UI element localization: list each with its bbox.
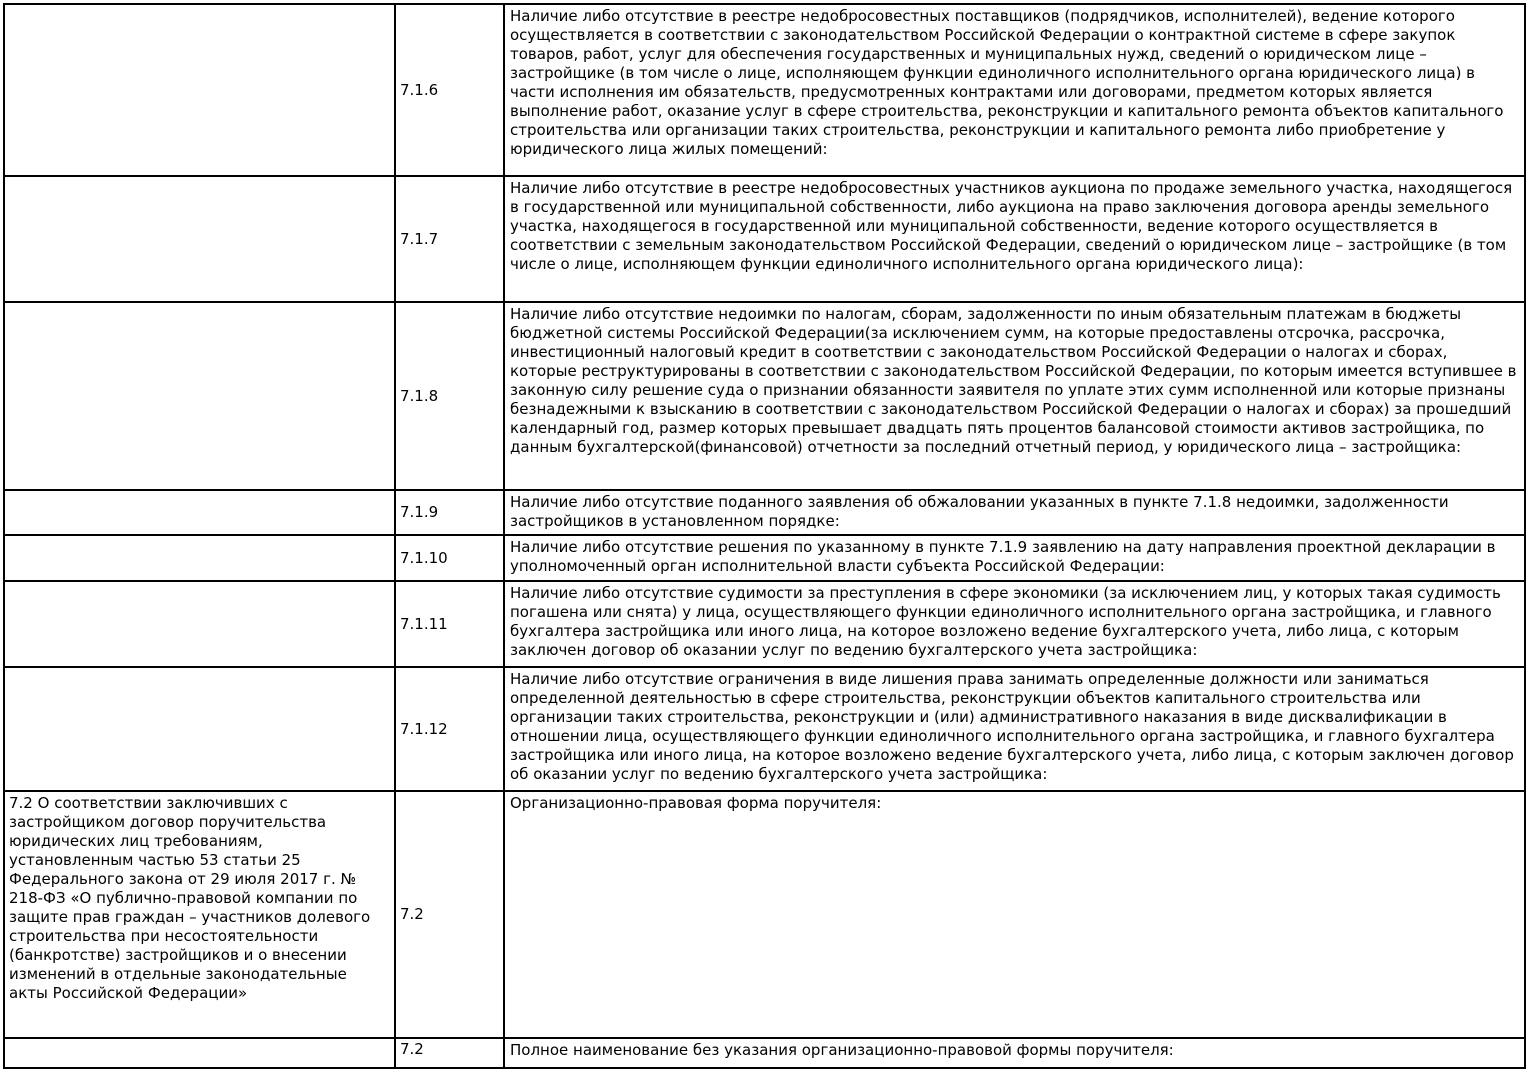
table-row — [4, 581, 1525, 667]
section-cell — [4, 581, 395, 667]
declaration-table — [3, 3, 1526, 1069]
section-cell — [4, 176, 395, 302]
item-number-cell: 7.2 — [395, 1038, 504, 1068]
table-row — [4, 302, 1525, 490]
table-row — [4, 791, 1525, 1038]
section-cell — [4, 535, 395, 581]
table-row — [4, 176, 1525, 302]
item-number-cell: 7.1.9 — [395, 490, 504, 535]
item-text-cell: Наличие либо отсутствие судимости за преступления в сфере экономики (за исключением лиц, у которых такая судимость погашена или снята) у лица, осуществляющего функции единоличного исполнительного органа застройщика, и главного бухгалтера застройщика или иного лица, на которое возложено ведение бухгалтерского учета, либо лица, с которым заключен договор об оказании услуг по ведению бухгалтерского учета застройщика: — [504, 581, 1525, 667]
item-text-cell: Полное наименование без указания организационно-правовой формы поручителя: — [504, 1038, 1525, 1068]
item-text-cell: Наличие либо отсутствие ограничения в виде лишения права занимать определенные должности или заниматься определенной деятельностью в сфере строительства, реконструкции объектов капитального строительства или организации таких строительства, реконструкции и (или) административного наказания в виде дисквалификации в отношении лица, осуществляющего функции единоличного исполнительного органа застройщика, и главного бухгалтера застройщика или иного лица, на которое возложено ведение бухгалтерского учета, либо лица, с которым заключен договор об оказании услуг по ведению бухгалтерского учета застройщика: — [504, 667, 1525, 791]
section-cell — [4, 1038, 395, 1068]
item-text-cell: Организационно-правовая форма поручителя: — [504, 791, 1525, 1038]
section-cell — [4, 302, 395, 490]
item-number-cell: 7.1.10 — [395, 535, 504, 581]
table-row — [4, 1038, 1525, 1068]
table-row — [4, 667, 1525, 791]
item-text-cell: Наличие либо отсутствие недоимки по налогам, сборам, задолженности по иным обязательным платежам в бюджеты бюджетной системы Российской Федерации(за исключением сумм, на которые предоставлены отсрочка, рассрочка, инвестиционный налоговый кредит в соответствии с законодательством Российской Федерации о налогах и сборах, которые реструктурированы в соответствии с законодательством Российской Федерации, по которым имеется вступившее в законную силу решение суда о признании обязанности заявителя по уплате этих сумм исполненной или которые признаны безнадежными к взысканию в соответствии с законодательством Российской Федерации о налогах и сборах) за прошедший календарный год, размер которых превышает двадцать пять процентов балансовой стоимости активов застройщика, по данным бухгалтерской(финансовой) отчетности за последний отчетный период, у юридического лица – застройщика: — [504, 302, 1525, 490]
item-text-cell: Наличие либо отсутствие в реестре недобросовестных участников аукциона по продаже земельного участка, находящегося в государственной или муниципальной собственности, либо аукциона на право заключения договора аренды земельного участка, находящегося в государственной или муниципальной собственности, ведение которого осуществляется в соответствии с земельным законодательством Российской Федерации, сведений о юридическом лице – застройщике (в том числе о лице, исполняющем функции единоличного исполнительного органа юридического лица): — [504, 176, 1525, 302]
item-number-cell: 7.1.12 — [395, 667, 504, 791]
item-number-cell: 7.1.6 — [395, 4, 504, 176]
item-text-cell: Наличие либо отсутствие в реестре недобросовестных поставщиков (подрядчиков, исполнителей), ведение которого осуществляется в соответствии с законодательством Российской Федерации о контрактной системе в сфере закупок товаров, работ, услуг для обеспечения государственных и муниципальных нужд, сведений о юридическом лице – застройщике (в том числе о лице, исполняющем функции единоличного исполнительного органа юридического лица) в части исполнения им обязательств, предусмотренных контрактами или договорами, предметом которых является выполнение работ, оказание услуг в сфере строительства, реконструкции и капитального ремонта объектов капитального строительства или организации таких строительства, реконструкции и капитального ремонта либо приобретение у юридического лица жилых помещений: — [504, 4, 1525, 176]
table-row — [4, 4, 1525, 176]
item-text-cell: Наличие либо отсутствие решения по указанному в пункте 7.1.9 заявлению на дату направления проектной декларации в уполномоченный орган исполнительной власти субъекта Российской Федерации: — [504, 535, 1525, 581]
item-number-cell: 7.1.7 — [395, 176, 504, 302]
table-row — [4, 490, 1525, 535]
item-number-cell: 7.2 — [395, 791, 504, 1038]
section-cell — [4, 490, 395, 535]
item-number-cell: 7.1.11 — [395, 581, 504, 667]
section-cell — [4, 4, 395, 176]
section-cell: 7.2 О соответствии заключивших с застройщиком договор поручительства юридических лиц требованиям, установленным частью 53 статьи 25 Федерального закона от 29 июля 2017 г. № 218-ФЗ «О публично-правовой компании по защите прав граждан – участников долевого строительства при несостоятельности (банкротстве) застройщиков и о внесении изменений в отдельные законодательные акты Российской Федерации» — [4, 791, 395, 1038]
section-cell — [4, 667, 395, 791]
item-number-cell: 7.1.8 — [395, 302, 504, 490]
item-text-cell: Наличие либо отсутствие поданного заявления об обжаловании указанных в пункте 7.1.8 недоимки, задолженности застройщиков в установленном порядке: — [504, 490, 1525, 535]
table-row — [4, 535, 1525, 581]
